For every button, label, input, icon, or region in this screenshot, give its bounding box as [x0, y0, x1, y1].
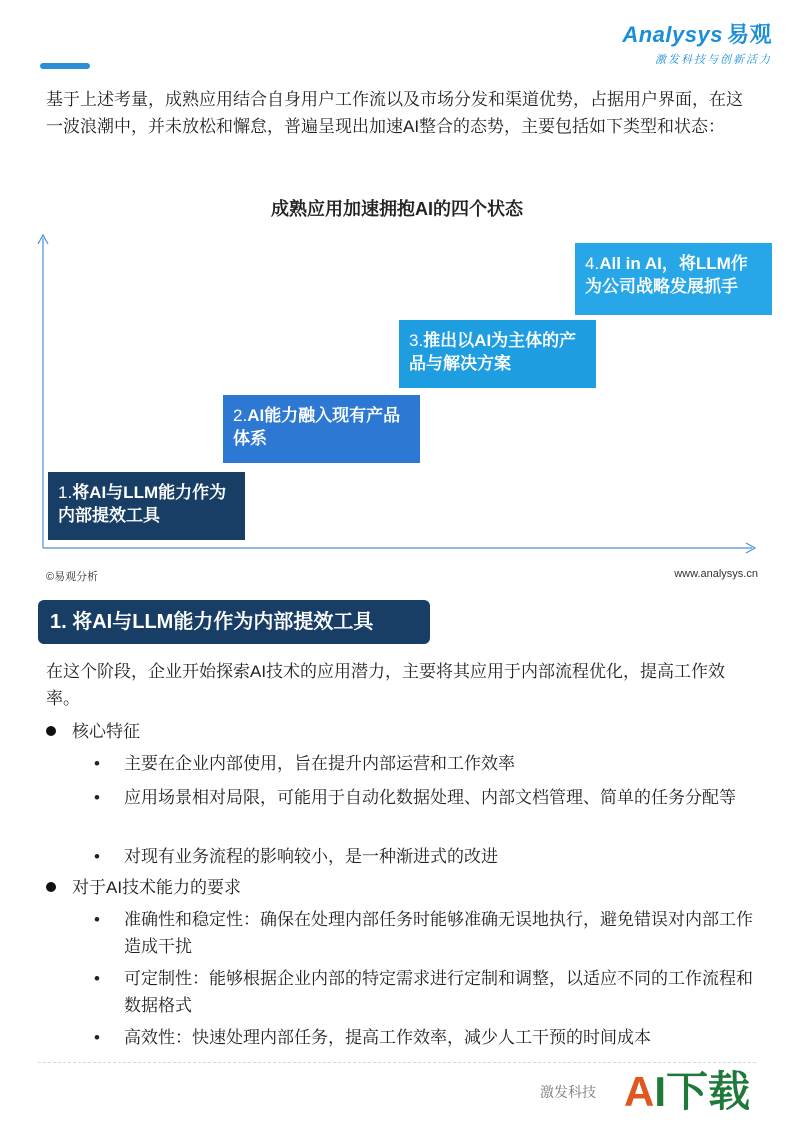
sub-item — [94, 784, 754, 811]
stage-2-label: AI能力融入现有产品体系 — [233, 406, 401, 448]
sub-item-text: 对现有业务流程的影响较小，是一种渐进式的改进 — [124, 847, 498, 866]
logo-brand-cn: 易观 — [726, 22, 772, 47]
stage-4-number: 4. — [585, 254, 600, 273]
stage-4-label: All in AI，将LLM作为公司战略发展抓手 — [585, 254, 748, 296]
sub-item-text: 准确性和稳定性：确保在处理内部任务时能够准确无误地执行，避免错误对内部工作造成干扰 — [124, 910, 753, 956]
stage-1-number: 1. — [58, 483, 73, 502]
source-credit: ©易观分析 — [46, 571, 99, 583]
bullet-dot-icon — [46, 726, 56, 736]
bullet-dot-icon — [46, 882, 56, 892]
stage-1-box — [48, 472, 245, 540]
sub-item-text: 主要在企业内部使用，旨在提升内部运营和工作效率 — [124, 754, 515, 773]
intro-paragraph: 基于上述考量，成熟应用结合自身用户工作流以及市场分发和渠道优势，占据用户界面，在这一波浪潮中，并未放松和懈怠，普遍呈现出加速AI整合的态势，主要包括如下类型和状态： — [46, 90, 743, 136]
sub-item-text: 应用场景相对局限，可能用于自动化数据处理、内部文档管理、简单的任务分配等 — [124, 788, 736, 807]
sub-item-text: 可定制性：能够根据企业内部的特定需求进行定制和调整，以适应不同的工作流程和数据格式 — [124, 969, 753, 1015]
stage-1-label: 将AI与LLM能力作为内部提效工具 — [58, 483, 227, 525]
section-heading: 1. 将AI与LLM能力作为内部提效工具 — [38, 600, 430, 644]
chart-title: 成熟应用加速拥抱AI的四个状态 — [271, 199, 523, 219]
sub-bullet-icon: • — [94, 969, 100, 988]
watermark-rest: I下载 — [654, 1068, 751, 1115]
watermark-a: A — [624, 1068, 655, 1115]
stage-3-label: 推出以AI为主体的产品与解决方案 — [409, 331, 577, 373]
footer-slogan: 激发科技 — [540, 1084, 596, 1100]
logo-tagline: 激发科技与创新活力 — [655, 54, 772, 66]
stage-2-number: 2. — [233, 406, 248, 425]
source-website[interactable]: www.analysys.cn — [674, 568, 758, 580]
bullet-ai-requirements — [46, 874, 241, 901]
sub-item — [94, 965, 754, 1019]
logo-brand: Analysys — [622, 22, 723, 47]
sub-item — [94, 843, 754, 870]
sub-bullet-icon: • — [94, 1028, 100, 1047]
sub-item — [94, 906, 754, 960]
sub-bullet-icon: • — [94, 788, 100, 807]
footer-divider — [38, 1062, 756, 1063]
stage-4-box — [575, 243, 772, 315]
sub-item-text: 高效性：快速处理内部任务，提高工作效率，减少人工干预的时间成本 — [124, 1028, 651, 1047]
stage-3-box — [399, 320, 596, 388]
ai-download-watermark — [622, 1066, 750, 1118]
sub-item — [94, 750, 754, 777]
bullet-title: 核心特征 — [72, 722, 140, 741]
stage-2-box — [223, 395, 420, 463]
sub-bullet-icon: • — [94, 754, 100, 773]
sub-bullet-icon: • — [94, 847, 100, 866]
sub-bullet-icon: • — [94, 910, 100, 929]
bullet-title: 对于AI技术能力的要求 — [72, 878, 242, 897]
section-paragraph: 在这个阶段，企业开始探索AI技术的应用潜力，主要将其应用于内部流程优化，提高工作效率。 — [46, 662, 726, 708]
bullet-core-features — [46, 718, 140, 745]
sub-item — [94, 1024, 754, 1051]
stage-3-number: 3. — [409, 331, 424, 350]
